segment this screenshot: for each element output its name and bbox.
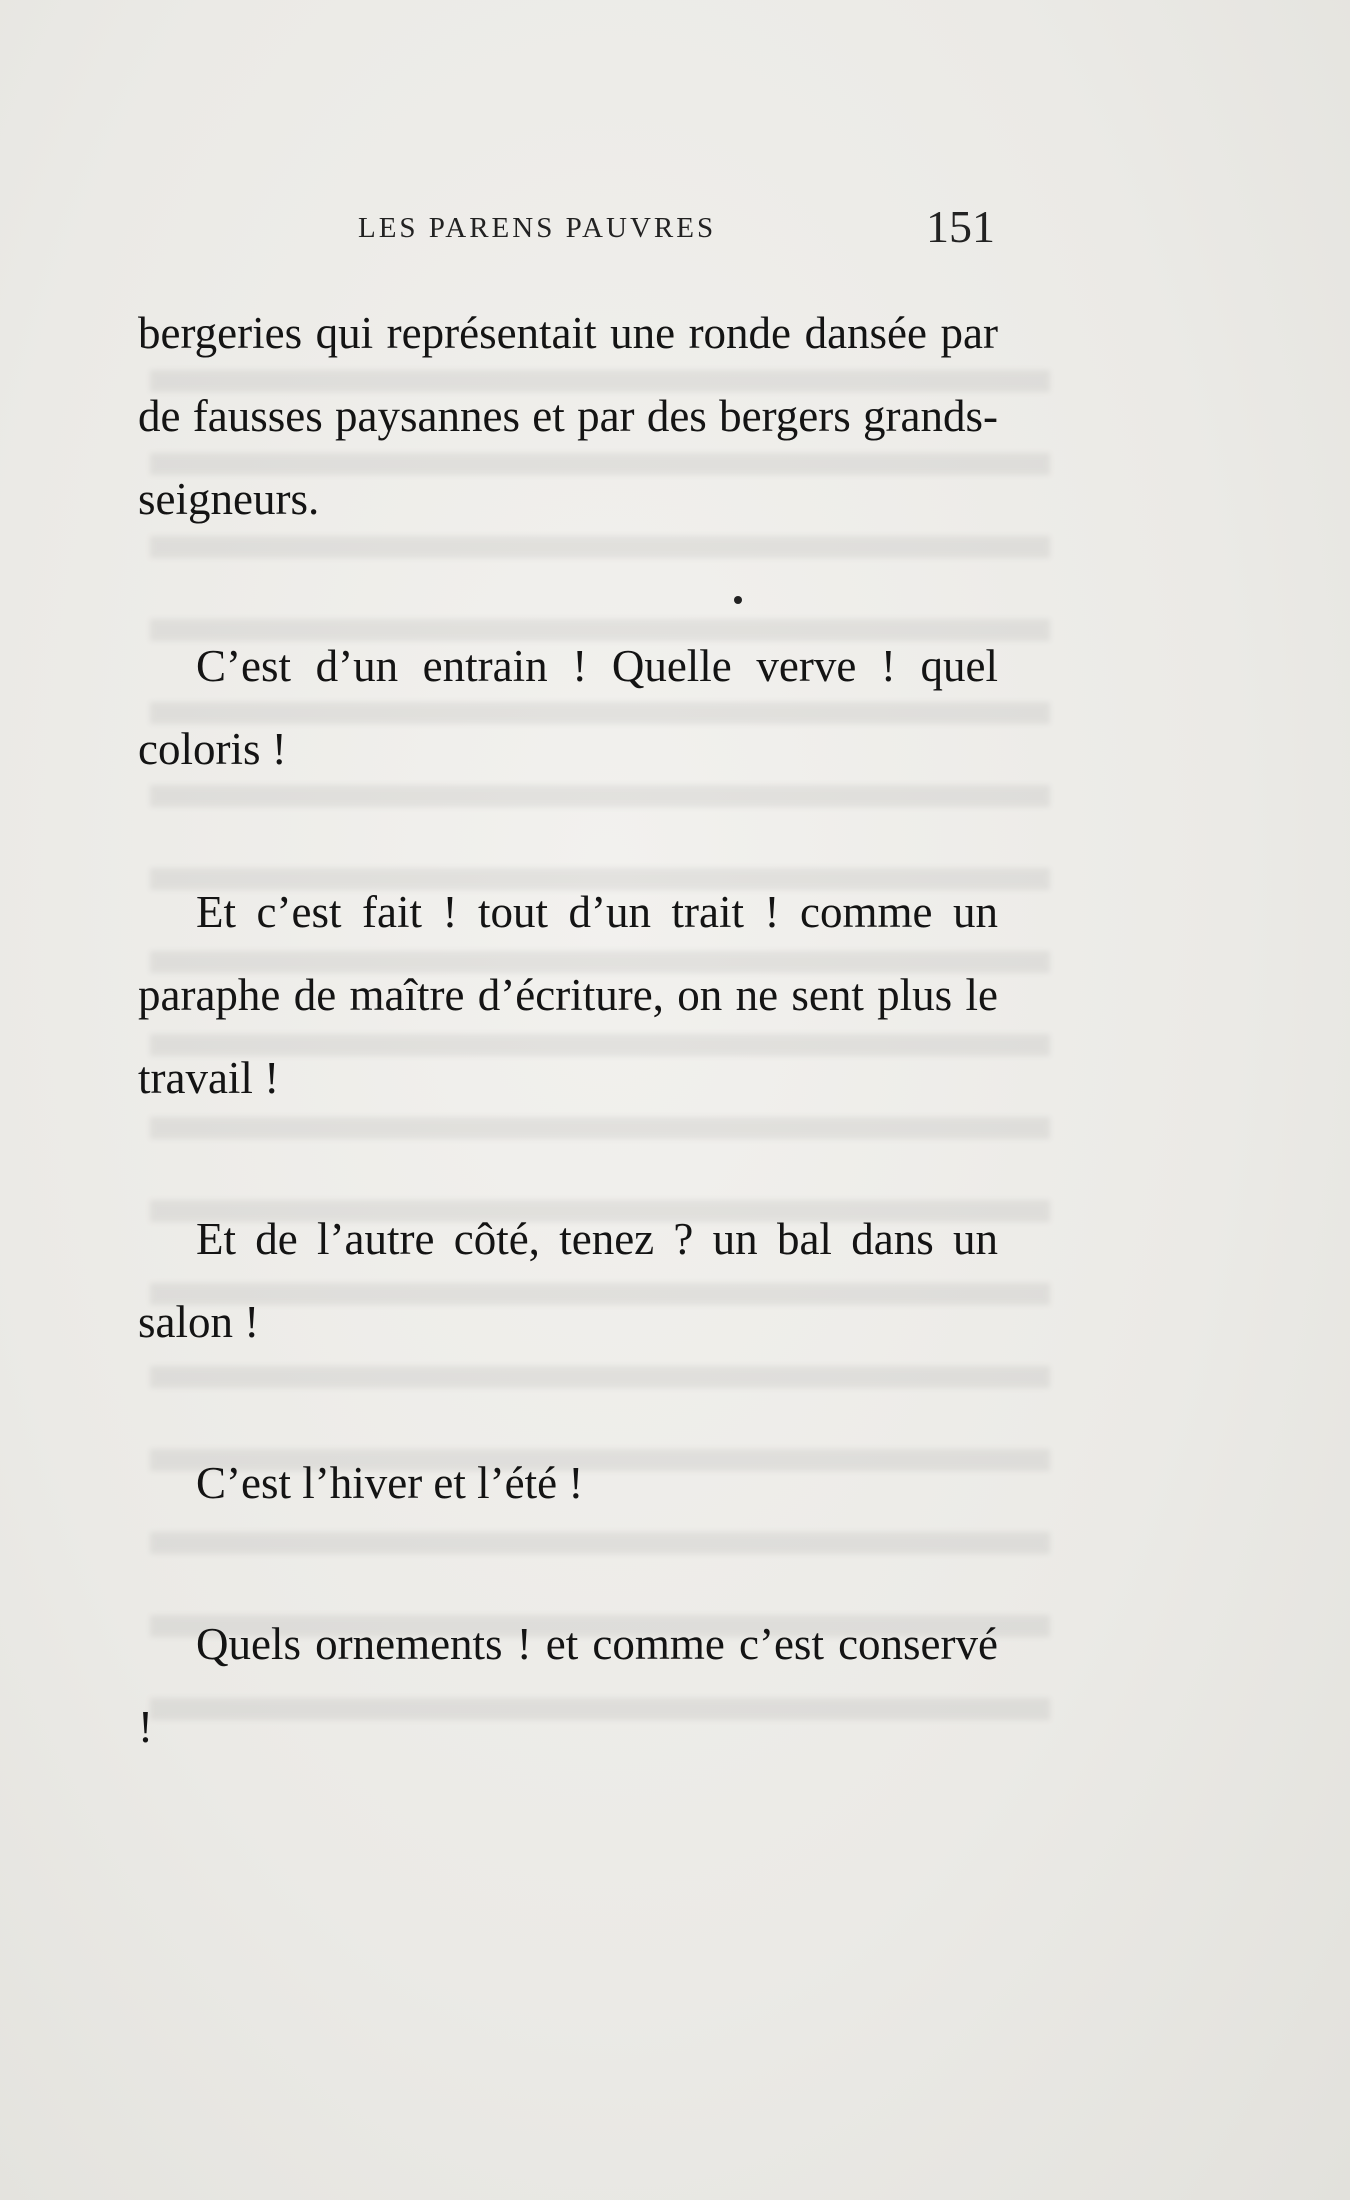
paragraph-2: C’est d’un entrain ! Quelle verve ! quel coloris ! [138, 641, 998, 774]
paragraph-4: Et de l’autre côté, tenez ? un bal dans un salon ! [138, 1214, 998, 1347]
page-number: 151 [926, 201, 995, 252]
paragraph-6: Quels ornements ! et comme c’est conservé ! [138, 1619, 998, 1752]
paragraph-5: C’est l’hiver et l’été ! [196, 1458, 584, 1508]
running-title: LES PARENS PAUVRES [358, 212, 717, 244]
running-header [150, 201, 1020, 252]
paragraph-3: Et c’est fait ! tout d’un trait ! comme un paraphe de maître d’écriture, on ne sent plus le travail ! [138, 887, 998, 1103]
body-text [138, 292, 998, 1769]
paragraph-1: bergeries qui représentait une ronde dansée par de fausses paysannes et par des bergers grands-seigneurs. [138, 308, 998, 524]
